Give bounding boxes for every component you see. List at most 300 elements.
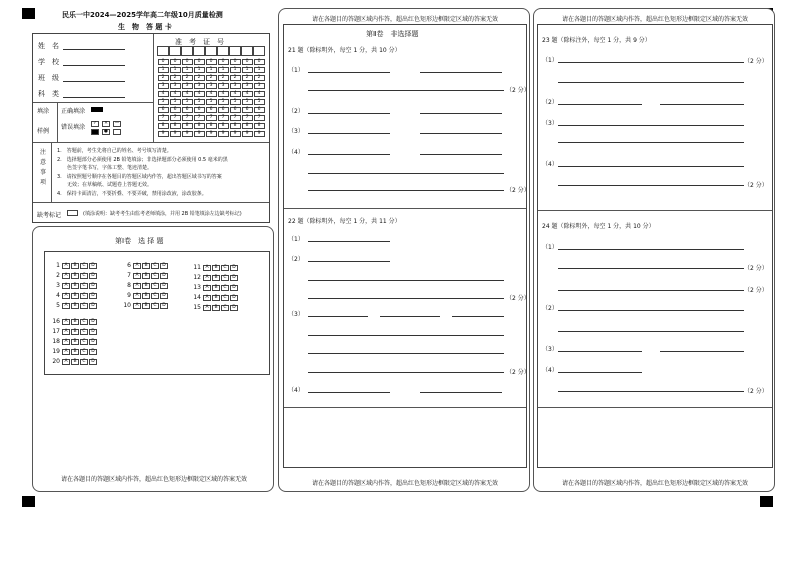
notice-middle-bottom: 请在各题目的答题区域内作答，超出红色矩形边框限定区域的答案无效 <box>311 480 498 487</box>
q24-blank[interactable] <box>558 391 744 392</box>
choice-option-bubble[interactable]: A <box>203 295 211 301</box>
choice-option-bubble[interactable]: D <box>160 273 168 279</box>
choice-option-bubble[interactable]: A <box>62 329 70 335</box>
exam-digit-bubble[interactable]: 3 <box>254 83 265 89</box>
exam-digit-bubble[interactable]: 3 <box>230 83 241 89</box>
q22-blank[interactable] <box>308 353 504 354</box>
exam-digit-bubble[interactable]: 8 <box>242 123 253 129</box>
choice-row <box>50 318 98 326</box>
exam-number-write-box[interactable] <box>157 46 169 56</box>
exam-digit-bubble[interactable]: 2 <box>218 75 229 81</box>
exam-digit-bubble[interactable]: 5 <box>254 99 265 105</box>
exam-number-write-box[interactable] <box>193 46 205 56</box>
choice-option-bubble[interactable]: B <box>71 283 79 289</box>
q23-blank[interactable] <box>558 142 744 143</box>
choice-option-bubble[interactable]: C <box>221 295 229 301</box>
choice-option-bubble[interactable]: C <box>151 293 159 299</box>
exam-digit-bubble[interactable]: 0 <box>206 59 217 65</box>
q21-score: （2 分） <box>506 87 530 94</box>
exam-digit-bubble[interactable]: 3 <box>170 83 181 89</box>
q21-label-3: （3） <box>288 128 304 135</box>
exam-digit-bubble[interactable]: 4 <box>230 91 241 97</box>
exam-digit-bubble[interactable]: 0 <box>170 59 181 65</box>
notice-right-bottom: 请在各题目的答题区域内作答，超出红色矩形边框限定区域的答案无效 <box>561 480 748 487</box>
exam-digit-bubble[interactable]: 0 <box>218 59 229 65</box>
q22-blank[interactable] <box>308 372 504 373</box>
choice-option-bubble[interactable]: B <box>212 305 220 311</box>
exam-digit-bubble[interactable]: 5 <box>182 99 193 105</box>
choice-option-bubble[interactable]: D <box>230 275 238 281</box>
exam-digit-bubble[interactable]: 2 <box>170 75 181 81</box>
q21-blank[interactable] <box>308 113 390 114</box>
exam-digit-bubble[interactable]: 4 <box>158 91 169 97</box>
choice-row <box>50 338 98 346</box>
exam-digit-bubble[interactable]: 0 <box>242 59 253 65</box>
choice-option-bubble[interactable]: D <box>89 283 97 289</box>
choice-option-bubble[interactable]: A <box>62 303 70 309</box>
q21-blank[interactable] <box>308 90 504 91</box>
exam-digit-bubble[interactable]: 4 <box>218 91 229 97</box>
q21-title: 21 题（除标明外，每空 1 分，共 10 分） <box>288 47 401 54</box>
q22-label-2: （2） <box>288 256 304 263</box>
exam-digit-bubble[interactable]: 6 <box>242 107 253 113</box>
q23-blank[interactable] <box>558 82 744 83</box>
exam-digit-bubble[interactable]: 7 <box>170 115 181 121</box>
choice-option-bubble[interactable]: D <box>230 295 238 301</box>
choice-option-bubble[interactable]: B <box>212 275 220 281</box>
q21-blank[interactable] <box>420 72 502 73</box>
q24-blank[interactable] <box>558 331 744 332</box>
notice-left: 请在各题目的答题区域内作答，超出红色矩形边框限定区域的答案无效 <box>60 476 247 483</box>
exam-digit-bubble[interactable]: 5 <box>218 99 229 105</box>
choice-number: 16 <box>52 318 60 325</box>
q22-score: （2 分） <box>506 369 530 376</box>
choice-number: 7 <box>127 272 131 279</box>
notice-middle-top: 请在各题目的答题区域内作答，超出红色矩形边框限定区域的答案无效 <box>311 16 498 23</box>
exam-digit-bubble[interactable]: 3 <box>206 83 217 89</box>
exam-digit-bubble[interactable]: 6 <box>206 107 217 113</box>
choice-option-bubble[interactable]: A <box>62 283 70 289</box>
answer-region-middle <box>283 24 530 468</box>
choice-row <box>191 274 239 282</box>
choice-row <box>50 262 98 270</box>
choice-option-bubble[interactable]: B <box>142 293 150 299</box>
field-class-label: 班 级 <box>38 74 59 82</box>
exam-digit-bubble[interactable]: 0 <box>194 59 205 65</box>
choice-option-bubble[interactable]: B <box>142 263 150 269</box>
choice-option-bubble[interactable]: C <box>80 359 88 365</box>
q24-score: （2 分） <box>744 287 768 294</box>
exam-number-write-box[interactable] <box>217 46 229 56</box>
exam-digit-bubble[interactable]: 3 <box>218 83 229 89</box>
choice-option-bubble[interactable]: A <box>203 275 211 281</box>
exam-digit-bubble[interactable]: 2 <box>158 75 169 81</box>
part2-title: 第Ⅱ卷 非选择题 <box>366 30 419 38</box>
choice-number: 2 <box>56 272 60 279</box>
choice-option-bubble[interactable]: A <box>203 285 211 291</box>
choice-option-bubble[interactable]: B <box>142 273 150 279</box>
choice-number: 18 <box>52 338 60 345</box>
q21-blank[interactable] <box>308 190 504 191</box>
q24-blank[interactable] <box>558 268 744 269</box>
exam-digit-bubble[interactable]: 5 <box>170 99 181 105</box>
exam-digit-bubble[interactable]: 7 <box>242 115 253 121</box>
choice-option-bubble[interactable]: A <box>133 263 141 269</box>
choice-option-bubble[interactable]: C <box>151 303 159 309</box>
exam-digit-bubble[interactable]: 1 <box>170 67 181 73</box>
exam-digit-bubble[interactable]: 6 <box>194 107 205 113</box>
right-panel <box>533 8 775 492</box>
exam-digit-bubble[interactable]: 4 <box>194 91 205 97</box>
exam-digit-bubble[interactable]: 9 <box>230 131 241 137</box>
choice-row <box>121 282 169 290</box>
choice-option-bubble[interactable]: B <box>71 303 79 309</box>
exam-number-write-box[interactable] <box>181 46 193 56</box>
choice-option-bubble[interactable]: C <box>221 285 229 291</box>
exam-digit-bubble[interactable]: 4 <box>254 91 265 97</box>
choice-option-bubble[interactable]: D <box>89 293 97 299</box>
choice-option-bubble[interactable]: D <box>89 263 97 269</box>
exam-digit-bubble[interactable]: 3 <box>242 83 253 89</box>
q21-blank[interactable] <box>420 133 502 134</box>
q22-blank[interactable] <box>308 280 504 281</box>
exam-digit-bubble[interactable]: 8 <box>218 123 229 129</box>
exam-digit-bubble[interactable]: 2 <box>242 75 253 81</box>
notes-label: 注 意 事 项 <box>39 149 46 186</box>
choice-option-bubble[interactable]: D <box>230 305 238 311</box>
choice-row <box>50 272 98 280</box>
exam-digit-bubble[interactable]: 6 <box>218 107 229 113</box>
fill-example-label-a: 填涂 <box>37 108 50 115</box>
fill-correct-sample <box>91 107 103 112</box>
exam-digit-bubble[interactable]: 9 <box>206 131 217 137</box>
exam-digit-bubble[interactable]: 9 <box>170 131 181 137</box>
choice-option-bubble[interactable]: B <box>212 285 220 291</box>
fill-correct-label: 正确填涂 <box>61 108 86 115</box>
choice-option-bubble[interactable]: B <box>71 273 79 279</box>
choice-option-bubble[interactable]: B <box>71 263 79 269</box>
exam-digit-bubble[interactable]: 9 <box>194 131 205 137</box>
q21-label-1: （1） <box>288 67 304 74</box>
choice-option-bubble[interactable]: D <box>89 319 97 325</box>
choice-number: 19 <box>52 348 60 355</box>
q23-blank[interactable] <box>558 166 744 167</box>
registration-mark-bottom-right <box>760 496 773 507</box>
exam-digit-bubble[interactable]: 2 <box>206 75 217 81</box>
choice-option-bubble[interactable]: D <box>160 283 168 289</box>
choice-option-bubble[interactable]: A <box>133 273 141 279</box>
choice-option-bubble[interactable]: B <box>71 329 79 335</box>
choice-option-bubble[interactable]: A <box>62 349 70 355</box>
choice-option-bubble[interactable]: C <box>80 283 88 289</box>
choice-option-bubble[interactable]: D <box>160 263 168 269</box>
exam-digit-bubble[interactable]: 7 <box>254 115 265 121</box>
exam-digit-bubble[interactable]: 7 <box>218 115 229 121</box>
exam-digit-bubble[interactable]: 6 <box>170 107 181 113</box>
sheet-subtitle: 生 物 答 题 卡 <box>118 23 172 31</box>
choice-option-bubble[interactable]: B <box>212 265 220 271</box>
choice-option-bubble[interactable]: A <box>62 359 70 365</box>
q24-label-4: （4） <box>542 367 558 374</box>
choice-option-bubble[interactable]: D <box>89 303 97 309</box>
choice-row <box>121 302 169 310</box>
choice-option-bubble[interactable]: C <box>221 305 229 311</box>
exam-number-write-box[interactable] <box>241 46 253 56</box>
exam-digit-bubble[interactable]: 7 <box>158 115 169 121</box>
q23-blank[interactable] <box>558 62 744 63</box>
exam-digit-bubble[interactable]: 0 <box>158 59 169 65</box>
q22-blank[interactable] <box>308 241 390 242</box>
exam-digit-bubble[interactable]: 6 <box>158 107 169 113</box>
choice-number: 1 <box>56 262 60 269</box>
exam-digit-bubble[interactable]: 9 <box>218 131 229 137</box>
exam-digit-bubble[interactable]: 1 <box>206 67 217 73</box>
q23-label-2: （2） <box>542 99 558 106</box>
exam-digit-bubble[interactable]: 0 <box>254 59 265 65</box>
q21-label-4: （4） <box>288 149 304 156</box>
choice-number: 8 <box>127 282 131 289</box>
fill-wrong-samples: ✓ ✕ — ● <box>91 121 131 137</box>
exam-digit-bubble[interactable]: 8 <box>158 123 169 129</box>
exam-digit-bubble[interactable]: 4 <box>242 91 253 97</box>
exam-digit-bubble[interactable]: 9 <box>158 131 169 137</box>
exam-digit-bubble[interactable]: 1 <box>218 67 229 73</box>
exam-digit-bubble[interactable]: 8 <box>206 123 217 129</box>
choice-option-bubble[interactable]: D <box>89 359 97 365</box>
choice-option-bubble[interactable]: C <box>221 275 229 281</box>
q22-blank[interactable] <box>308 261 390 262</box>
choice-option-bubble[interactable]: A <box>62 319 70 325</box>
choice-option-bubble[interactable]: C <box>80 263 88 269</box>
choice-number: 20 <box>52 358 60 365</box>
exam-digit-bubble[interactable]: 4 <box>170 91 181 97</box>
exam-digit-bubble[interactable]: 3 <box>182 83 193 89</box>
choice-number: 17 <box>52 328 60 335</box>
q23-blank[interactable] <box>558 104 642 105</box>
exam-digit-bubble[interactable]: 8 <box>230 123 241 129</box>
q22-title: 22 题（除标明外，每空 1 分，共 11 分） <box>288 218 401 225</box>
exam-digit-bubble[interactable]: 8 <box>170 123 181 129</box>
choice-option-bubble[interactable]: A <box>203 265 211 271</box>
choice-option-bubble[interactable]: D <box>89 349 97 355</box>
exam-digit-bubble[interactable]: 8 <box>194 123 205 129</box>
q22-blank[interactable] <box>308 298 504 299</box>
choice-option-bubble[interactable]: A <box>62 339 70 345</box>
exam-digit-bubble[interactable]: 6 <box>182 107 193 113</box>
q24-blank[interactable] <box>558 310 744 311</box>
choice-row <box>191 294 239 302</box>
exam-digit-bubble[interactable]: 8 <box>182 123 193 129</box>
choice-option-bubble[interactable]: B <box>71 349 79 355</box>
exam-digit-bubble[interactable]: 5 <box>158 99 169 105</box>
field-school-input[interactable] <box>63 65 125 66</box>
exam-number-write-box[interactable] <box>253 46 265 56</box>
registration-mark-top-left <box>22 8 35 19</box>
choice-option-bubble[interactable]: C <box>80 349 88 355</box>
choice-row <box>191 304 239 312</box>
choice-option-bubble[interactable]: C <box>221 265 229 271</box>
choice-option-bubble[interactable]: A <box>133 283 141 289</box>
choice-option-bubble[interactable]: D <box>89 339 97 345</box>
choice-option-bubble[interactable]: B <box>142 303 150 309</box>
q21-blank[interactable] <box>308 154 390 155</box>
exam-digit-bubble[interactable]: 1 <box>242 67 253 73</box>
exam-digit-bubble[interactable]: 9 <box>254 131 265 137</box>
choice-row <box>50 358 98 366</box>
choice-option-bubble[interactable]: C <box>80 303 88 309</box>
q22-blank[interactable] <box>380 316 440 317</box>
q21-blank[interactable] <box>308 72 390 73</box>
choice-number: 9 <box>127 292 131 299</box>
q22-blank[interactable] <box>452 316 504 317</box>
exam-digit-bubble[interactable]: 9 <box>182 131 193 137</box>
exam-digit-bubble[interactable]: 5 <box>242 99 253 105</box>
exam-digit-bubble[interactable]: 5 <box>206 99 217 105</box>
exam-digit-bubble[interactable]: 5 <box>230 99 241 105</box>
exam-digit-bubble[interactable]: 9 <box>242 131 253 137</box>
notice-right-top: 请在各题目的答题区域内作答，超出红色矩形边框限定区域的答案无效 <box>561 16 748 23</box>
choice-option-bubble[interactable]: C <box>80 319 88 325</box>
choice-row <box>191 264 239 272</box>
q21-blank[interactable] <box>420 154 502 155</box>
choice-row <box>121 262 169 270</box>
q24-blank[interactable] <box>558 249 744 250</box>
exam-digit-bubble[interactable]: 1 <box>182 67 193 73</box>
exam-digit-bubble[interactable]: 3 <box>158 83 169 89</box>
q21-label-2: （2） <box>288 108 304 115</box>
choice-option-bubble[interactable]: D <box>230 285 238 291</box>
exam-digit-bubble[interactable]: 1 <box>254 67 265 73</box>
choice-number: 12 <box>193 274 201 281</box>
choice-option-bubble[interactable]: C <box>151 283 159 289</box>
exam-digit-bubble[interactable]: 7 <box>182 115 193 121</box>
exam-digit-bubble[interactable]: 0 <box>230 59 241 65</box>
choice-option-bubble[interactable]: A <box>62 273 70 279</box>
q24-score: （2 分） <box>744 388 768 395</box>
q24-blank[interactable] <box>558 351 642 352</box>
notes-list: 1. 答题前，考生先将自己的姓名、考号填写清楚。 2. 选择题部分必须使用 2B 铅笔填涂；非选择题部分必须使用 0.5 毫米的黑 色签字笔书写，字体工整、笔迹清楚。 3. 请按照题号顺序在各题目的答题区域内作答，超出答题区域书写的答案 无效；在草稿纸、试题卷上答题无效。 4. 保持卡面清洁，不要折叠、不要弄破，禁用涂改液，涂改胶条。 <box>57 148 228 197</box>
exam-number-grid <box>157 46 267 140</box>
exam-digit-bubble[interactable]: 7 <box>230 115 241 121</box>
exam-digit-bubble[interactable]: 2 <box>182 75 193 81</box>
exam-number-write-box[interactable] <box>169 46 181 56</box>
choice-option-bubble[interactable]: C <box>80 293 88 299</box>
q21-blank[interactable] <box>420 113 502 114</box>
choice-option-bubble[interactable]: C <box>80 329 88 335</box>
exam-digit-bubble[interactable]: 8 <box>254 123 265 129</box>
choice-option-bubble[interactable]: A <box>62 263 70 269</box>
choice-number: 10 <box>123 302 131 309</box>
exam-digit-bubble[interactable]: 6 <box>254 107 265 113</box>
q23-blank[interactable] <box>660 104 744 105</box>
exam-digit-bubble[interactable]: 5 <box>194 99 205 105</box>
choice-row <box>50 292 98 300</box>
q24-blank[interactable] <box>660 351 744 352</box>
q22-blank[interactable] <box>420 392 502 393</box>
exam-digit-bubble[interactable]: 3 <box>194 83 205 89</box>
choice-option-bubble[interactable]: D <box>160 293 168 299</box>
choice-option-bubble[interactable]: D <box>89 273 97 279</box>
exam-number-write-box[interactable] <box>229 46 241 56</box>
field-subject-label: 科 类 <box>38 90 59 98</box>
choice-option-bubble[interactable]: A <box>133 293 141 299</box>
choice-option-bubble[interactable]: B <box>71 359 79 365</box>
q23-label-4: （4） <box>542 161 558 168</box>
fill-wrong-label: 错误填涂 <box>61 124 86 131</box>
choice-option-bubble[interactable]: C <box>151 263 159 269</box>
choice-option-bubble[interactable]: B <box>71 293 79 299</box>
q21-blank[interactable] <box>308 173 504 174</box>
choice-option-bubble[interactable]: B <box>142 283 150 289</box>
choice-option-bubble[interactable]: C <box>80 273 88 279</box>
part1-title: 第Ⅰ卷 选 择 题 <box>115 237 164 245</box>
choice-option-bubble[interactable]: A <box>133 303 141 309</box>
field-subject-input[interactable] <box>63 97 125 98</box>
choice-number: 14 <box>193 294 201 301</box>
choice-option-bubble[interactable]: B <box>71 319 79 325</box>
exam-number-label: 准 考 证 号 <box>175 38 224 46</box>
q23-blank[interactable] <box>558 185 744 186</box>
exam-digit-bubble[interactable]: 7 <box>194 115 205 121</box>
exam-digit-bubble[interactable]: 4 <box>206 91 217 97</box>
exam-number-write-box[interactable] <box>205 46 217 56</box>
exam-digit-bubble[interactable]: 4 <box>182 91 193 97</box>
choice-option-bubble[interactable]: D <box>89 329 97 335</box>
choice-option-bubble[interactable]: B <box>212 295 220 301</box>
choice-row <box>50 328 98 336</box>
choice-number: 4 <box>56 292 60 299</box>
q22-score: （2 分） <box>506 295 530 302</box>
exam-digit-bubble[interactable]: 2 <box>194 75 205 81</box>
choice-number: 13 <box>193 284 201 291</box>
choice-option-bubble[interactable]: A <box>203 305 211 311</box>
q22-blank[interactable] <box>308 316 368 317</box>
sheet-title: 民乐一中2024—2025学年高二年级10月质量检测 <box>62 11 223 19</box>
q24-label-2: （2） <box>542 305 558 312</box>
exam-digit-bubble[interactable]: 1 <box>230 67 241 73</box>
exam-digit-bubble[interactable]: 1 <box>158 67 169 73</box>
q23-blank[interactable] <box>558 125 744 126</box>
q21-blank[interactable] <box>308 133 390 134</box>
choice-number: 6 <box>127 262 131 269</box>
choice-option-bubble[interactable]: B <box>71 339 79 345</box>
q22-label-3: （3） <box>288 311 304 318</box>
field-name-input[interactable] <box>63 49 125 50</box>
choice-option-bubble[interactable]: C <box>151 273 159 279</box>
info-box <box>32 33 270 223</box>
q24-title: 24 题（除标明外，每空 1 分，共 10 分） <box>542 223 655 230</box>
registration-mark-bottom-left <box>22 496 35 507</box>
absent-checkbox[interactable] <box>67 210 78 216</box>
q24-blank[interactable] <box>558 372 642 373</box>
choice-option-bubble[interactable]: C <box>80 339 88 345</box>
exam-digit-bubble[interactable]: 6 <box>230 107 241 113</box>
choice-row <box>121 272 169 280</box>
exam-digit-bubble[interactable]: 7 <box>206 115 217 121</box>
exam-digit-bubble[interactable]: 2 <box>254 75 265 81</box>
exam-digit-bubble[interactable]: 0 <box>182 59 193 65</box>
exam-digit-bubble[interactable]: 2 <box>230 75 241 81</box>
field-class-input[interactable] <box>63 81 125 82</box>
q23-score: （2 分） <box>744 182 768 189</box>
q24-blank[interactable] <box>558 290 744 291</box>
q22-blank[interactable] <box>308 392 390 393</box>
choice-option-bubble[interactable]: D <box>160 303 168 309</box>
choice-option-bubble[interactable]: A <box>62 293 70 299</box>
q22-blank[interactable] <box>308 335 504 336</box>
choice-option-bubble[interactable]: D <box>230 265 238 271</box>
exam-digit-bubble[interactable]: 1 <box>194 67 205 73</box>
